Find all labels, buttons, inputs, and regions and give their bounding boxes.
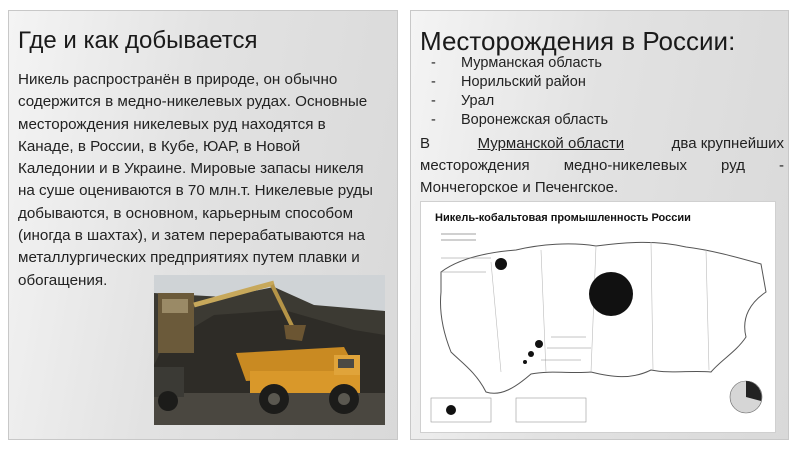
paragraph-row xyxy=(420,177,784,199)
description-line: обогащения. xyxy=(18,271,108,289)
map-title: Никель-кобальтовая промышленность России xyxy=(435,212,691,224)
description-line: металлургических предприятиях путем плавки и xyxy=(18,249,360,267)
description-line: (иногда в шахтах), и затем перерабатываются на xyxy=(18,227,365,245)
mining-truck-photo xyxy=(154,275,385,425)
list-dash: - xyxy=(431,55,436,71)
list-item xyxy=(431,111,608,130)
description-line: Каледонии и в Украине. Мировые запасы никеля xyxy=(18,160,364,178)
left-slide-panel xyxy=(8,10,398,440)
russia-map-graphic xyxy=(421,202,776,433)
paragraph-word: В xyxy=(420,135,431,152)
paragraph-word: медно-никелевых xyxy=(563,157,687,174)
paragraph-row xyxy=(420,133,784,155)
list-item-text: Воронежская область xyxy=(461,112,609,128)
paragraph-word: месторождения xyxy=(420,157,530,174)
list-item xyxy=(431,54,608,73)
list-dash: - xyxy=(431,93,436,109)
list-item-text: Норильский район xyxy=(461,74,586,90)
paragraph-word: Мончегорское и Печенгское. xyxy=(420,179,619,196)
description-line: на суше оцениваются в 70 млн.т. Никелевые руды xyxy=(18,182,373,200)
list-item xyxy=(431,73,608,92)
list-item xyxy=(431,92,608,111)
right-slide-panel xyxy=(410,10,789,440)
description-line: добываются, в основном, карьерным способом xyxy=(18,204,354,222)
list-item-text: Урал xyxy=(461,93,495,109)
description-line: Канаде, в России, в Кубе, ЮАР, в Новой xyxy=(18,137,301,155)
paragraph-word: два крупнейших xyxy=(671,135,784,152)
murmansk-paragraph xyxy=(420,133,784,199)
right-heading: Месторождения в России: xyxy=(420,26,736,56)
paragraph-word: руд xyxy=(721,157,745,174)
left-heading: Где и как добывается xyxy=(18,27,258,54)
list-item-text: Мурманская область xyxy=(461,55,602,71)
list-dash: - xyxy=(431,112,436,128)
murmansk-link[interactable]: Мурманской области xyxy=(477,135,625,152)
deposits-list xyxy=(431,54,608,130)
description-line: содержится в медно-никелевых рудах. Основные xyxy=(18,93,368,111)
nickel-description xyxy=(18,69,390,292)
nickel-cobalt-map xyxy=(420,201,776,433)
list-dash: - xyxy=(431,74,436,90)
description-line: Никель распространён в природе, он обычно xyxy=(18,71,338,88)
paragraph-row xyxy=(420,155,784,177)
paragraph-word: - xyxy=(779,157,784,174)
description-line: месторождения никелевых руд находятся в xyxy=(18,115,326,133)
